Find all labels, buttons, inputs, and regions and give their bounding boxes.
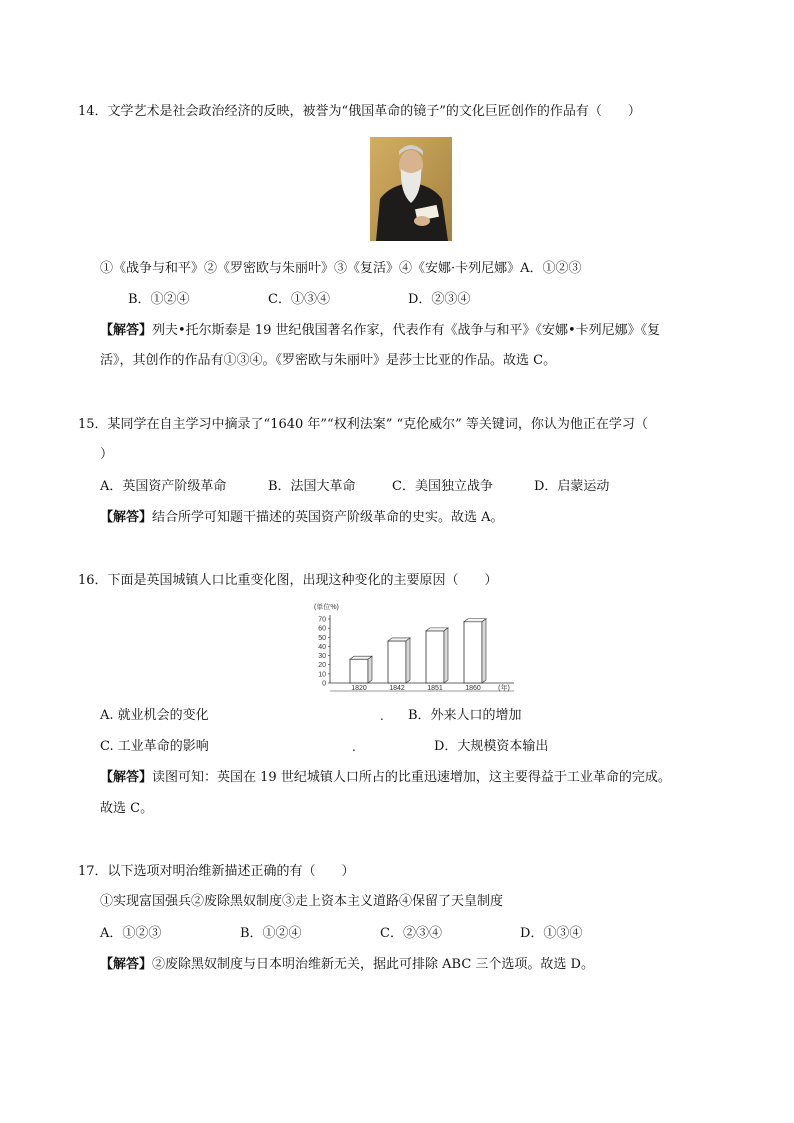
stray-dot-1: . <box>380 709 384 723</box>
bar-side-1860 <box>482 619 486 683</box>
q17-answer-line-1 <box>100 955 594 975</box>
q14-options-line: ①《战争与和平》②《罗密欧与朱丽叶》③《复活》④《安娜·卡列尼娜》A．①②③ <box>100 261 582 276</box>
q16-answer-line-1 <box>100 768 671 788</box>
answer-tag: 【解答】 <box>100 770 153 785</box>
x-tick-label-1851: 1851 <box>427 685 443 692</box>
urban-population-chart <box>304 599 524 695</box>
answer-text: 结合所学可知题干描述的英国资产阶级革命的史实。故选 A。 <box>152 510 504 525</box>
bar-1842 <box>388 641 406 683</box>
bar-1851 <box>426 631 444 683</box>
y-tick-label-0: 0 <box>322 680 326 688</box>
bar-1860 <box>464 622 482 683</box>
y-tick-label-60: 60 <box>318 625 326 633</box>
answer-text: ②废除黑奴制度与日本明治维新无关，据此可排除 ABC 三个选项。故选 D。 <box>152 957 594 972</box>
q16-option-c: C. 工业革命的影响 <box>100 739 209 754</box>
q15-option-c: C．美国独立战争 <box>392 479 493 494</box>
y-tick-label-50: 50 <box>318 634 326 642</box>
q14-answer-line-2: 活》，其创作的作品有①③④。《罗密欧与朱丽叶》是莎士比亚的作品。故选 C。 <box>100 353 557 368</box>
q15-question-line-2: ） <box>100 447 114 462</box>
x-tick-label-1860: 1860 <box>465 685 481 692</box>
x-tick-label-1820: 1820 <box>351 685 367 692</box>
y-tick-label-10: 10 <box>318 671 326 679</box>
y-tick-label-40: 40 <box>318 643 326 651</box>
answer-tag: 【解答】 <box>100 323 153 338</box>
q17-option-b: B．①②④ <box>240 926 302 941</box>
q17-question: 17．以下选项对明治维新描述正确的有（ ） <box>78 864 355 879</box>
answer-tag: 【解答】 <box>100 957 153 972</box>
bar-side-1842 <box>406 638 410 683</box>
y-tick-label-70: 70 <box>318 616 326 624</box>
q15-option-d: D．启蒙运动 <box>534 479 610 494</box>
q15-option-b: B．法国大革命 <box>268 479 356 494</box>
y-axis-label: (单位%) <box>314 604 339 611</box>
q17-option-d: D．①③④ <box>520 926 583 941</box>
answer-text: 读图可知：英国在 19 世纪城镇人口所占的比重迅速增加，这主要得益于工业革命的完成。 <box>152 770 671 785</box>
q17-items: ①实现富国强兵②废除黑奴制度③走上资本主义道路④保留了天皇制度 <box>100 894 504 909</box>
tolstoy-portrait <box>370 137 452 241</box>
answer-tag: 【解答】 <box>100 510 153 525</box>
q15-answer-line-1 <box>100 508 504 528</box>
y-tick-label-30: 30 <box>318 653 326 661</box>
bar-side-1851 <box>444 628 448 683</box>
bar-1820 <box>350 659 368 683</box>
q16-question: 16．下面是英国城镇人口比重变化图，出现这种变化的主要原因（ ） <box>78 573 498 588</box>
q17-option-c: C．②③④ <box>380 926 442 941</box>
q16-answer-line-2: 故选 C。 <box>100 801 154 816</box>
x-axis-label: (年) <box>498 685 510 692</box>
q15-question-line-1: 15．某同学在自主学习中摘录了“1640 年”“权利法案” “克伦威尔” 等关键词，你认为他正在学习（ <box>78 417 648 432</box>
q16-option-a: A. 就业机会的变化 <box>100 708 209 723</box>
q14-option-d: D．②③④ <box>408 292 471 307</box>
q16-option-b: B．外来人口的增加 <box>408 708 522 723</box>
q15-option-a: A．英国资产阶级革命 <box>100 479 227 494</box>
y-tick-label-20: 20 <box>318 662 326 670</box>
bar-side-1820 <box>368 656 372 683</box>
portrait-hand <box>414 216 430 226</box>
q17-option-a: A．①②③ <box>100 926 162 941</box>
stray-dot-2: . <box>352 740 356 754</box>
answer-text: 列夫•托尔斯泰是 19 世纪俄国著名作家，代表作有《战争与和平》《安娜•卡列尼娜》《复 <box>152 323 661 338</box>
q14-answer-line-1 <box>100 321 660 341</box>
q14-option-b: B．①②④ <box>128 292 190 307</box>
q14-question: 14．文学艺术是社会政治经济的反映，被誉为“俄国革命的镜子”的文化巨匠创作的作品有（ ） <box>78 104 641 119</box>
q16-option-d: D．大规模资本输出 <box>434 739 549 754</box>
x-tick-label-1842: 1842 <box>389 685 405 692</box>
q14-option-c: C．①③④ <box>268 292 330 307</box>
